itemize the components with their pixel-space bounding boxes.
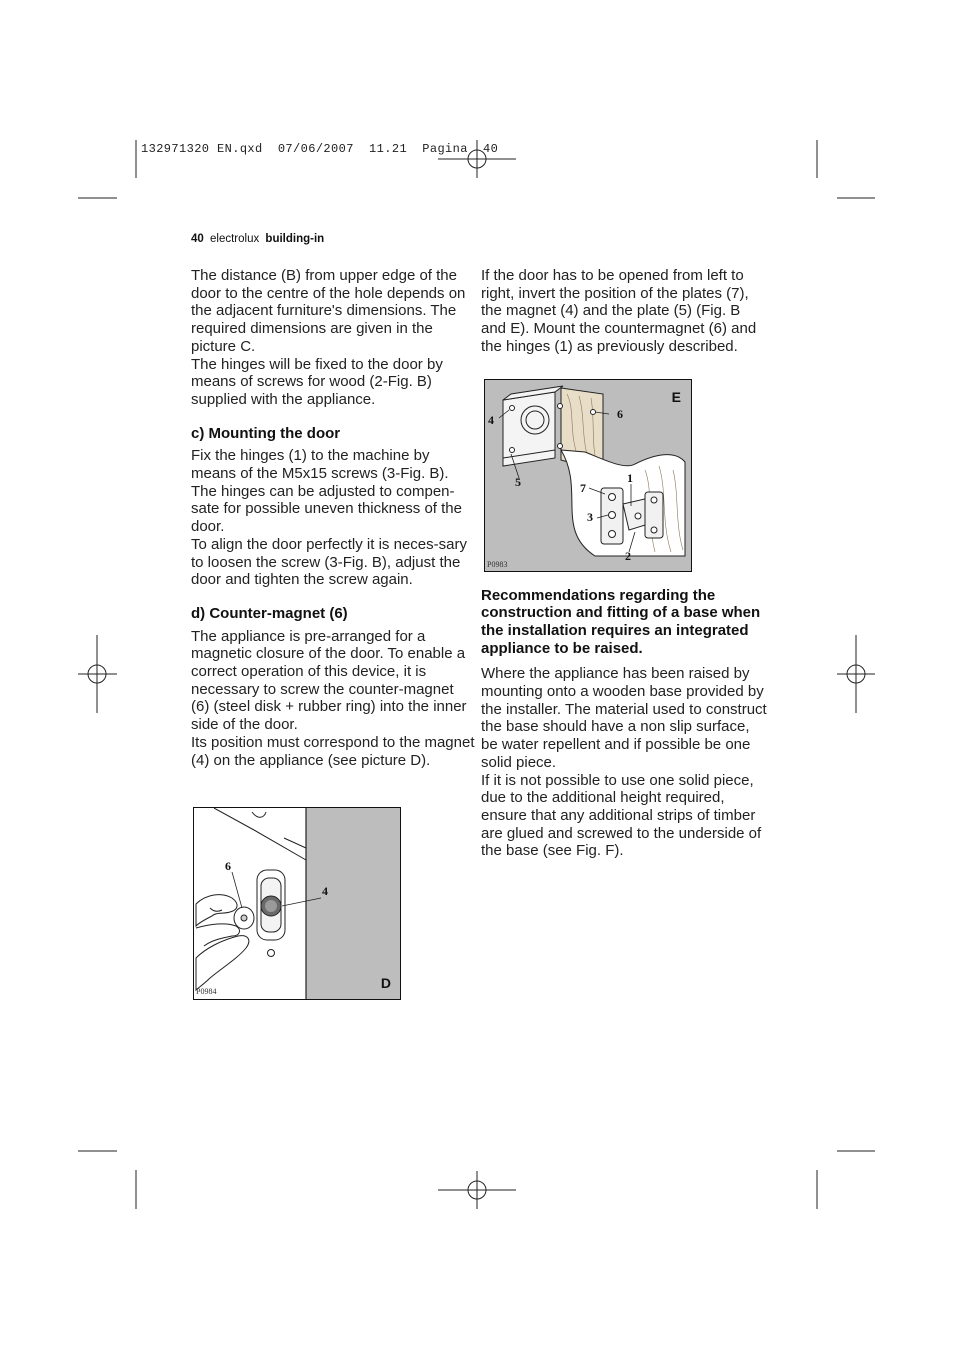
paragraph: If the door has to be opened from left to right, invert the position of the plates (7), the magnet (4) and the plate (5) (Fig. B and E). Mount the countermagnet (6) and the hinges (1) as previously described.: [481, 267, 757, 355]
callout-label: 4: [322, 884, 328, 898]
figure-code: P0984: [196, 987, 217, 996]
figure-d: [193, 807, 401, 1000]
callout-label: 2: [625, 549, 631, 563]
paragraph: The hinges can be adjusted to compen-sate for possible uneven thickness of the door.: [191, 482, 462, 536]
page-number: 40: [191, 233, 204, 245]
figure-letter: E: [671, 389, 681, 405]
paragraph: The appliance is pre-arranged for a magnetic closure of the door. To enable a correct operation of this device, it is necessary to screw the counter-magnet (6) (steel disk + rubber ring) into the inner side of the door.: [191, 627, 467, 734]
figure-d-illustration: [194, 808, 400, 999]
registration-mark-left: [78, 635, 117, 713]
left-column: [191, 267, 475, 769]
running-head: [191, 233, 324, 245]
paragraph: Its position must correspond to the magnet (4) on the appliance (see picture D).: [191, 733, 475, 769]
callout-label: 4: [488, 413, 494, 427]
callout-label: 1: [627, 471, 633, 485]
paragraph: If it is not possible to use one solid piece, due to the additional height required, ensure that any additional strips of timber are glued and screwed to the underside of the base (see Fig. F).: [481, 771, 762, 860]
callout-label: 3: [587, 510, 593, 524]
paragraph: Where the appliance has been raised by mounting onto a wooden base provided by the installer. The material used to construct the base should have a non slip surface, be water repellent and if possible be one solid piece.: [481, 665, 767, 771]
file-slug: 132971320 EN.qxd 07/06/2007 11.21 Pagina 40: [141, 142, 499, 156]
callout-label: 7: [580, 481, 586, 495]
section-name: building-in: [265, 233, 325, 245]
paragraph: To align the door perfectly it is neces-sary to loosen the screw (3-Fig. B), adjust the door and tighten the screw again.: [191, 535, 467, 589]
brand-name: electrolux: [210, 233, 260, 245]
heading-mounting-door: c) Mounting the door: [191, 424, 341, 442]
registration-mark-right: [837, 635, 875, 713]
registration-mark-bottom: [438, 1171, 516, 1209]
paragraph: The distance (B) from upper edge of the door to the centre of the hole depends on the adjacent furniture's dimensions. The required dimensions are given in the picture C.: [191, 267, 466, 355]
figure-code: P0983: [487, 560, 508, 569]
paragraph: The hinges will be fixed to the door by means of screws for wood (2-Fig. B) supplied with the appliance.: [191, 355, 443, 408]
callout-label: 6: [617, 407, 623, 421]
heading-base-recommendations: Recommendations regarding the construction and fitting of a base when the installation requires an integrated appliance to be raised.: [481, 586, 761, 657]
figure-e: [484, 379, 692, 572]
figure-letter: D: [380, 975, 391, 991]
callout-label: 6: [225, 859, 231, 873]
heading-counter-magnet: d) Counter-magnet (6): [191, 604, 348, 622]
callout-label: 5: [515, 475, 521, 489]
paragraph: Fix the hinges (1) to the machine by means of the M5x15 screws (3-Fig. B).: [191, 447, 449, 483]
